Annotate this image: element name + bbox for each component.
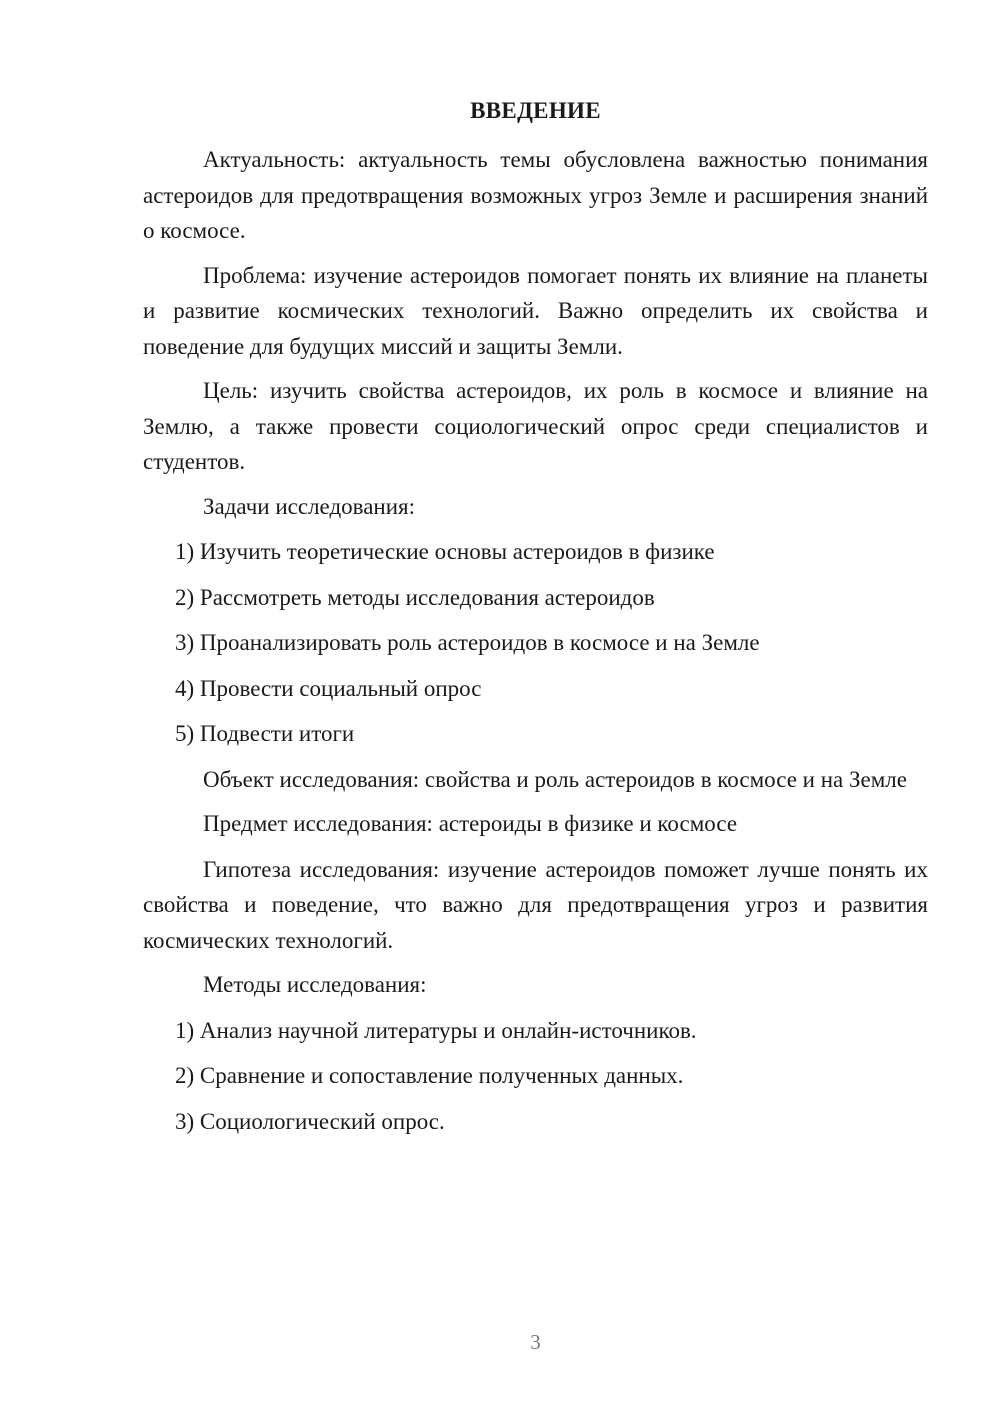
subject-paragraph: Предмет исследования: астероиды в физике и космосе — [203, 811, 738, 836]
list-item: 1) Изучить теоретические основы астероидов в физике — [175, 539, 715, 564]
list-item: 4) Провести социальный опрос — [175, 675, 482, 701]
tasks-list — [143, 534, 928, 752]
list-item: 5) Подвести итоги — [175, 721, 355, 746]
goal-paragraph: Цель: изучить свойства астероидов, их роль в космосе и влияние на Землю, а также провести социологический опрос среди специалистов и студентов. — [143, 378, 928, 474]
object-paragraph: Объект исследования: свойства и роль астероидов в космосе и на Земле — [203, 766, 907, 792]
problem-paragraph: Проблема: изучение астероидов помогает понять их влияние на планеты и развитие космических технологий. Важно определить их свойства и поведение для будущих миссий и защиты Земли. — [143, 262, 928, 359]
list-item: 1) Анализ научной литературы и онлайн-источников. — [175, 1017, 697, 1043]
methods-list — [143, 1013, 928, 1140]
list-item: 3) Проанализировать роль астероидов в космосе и на Земле — [175, 630, 760, 655]
document-body — [143, 142, 928, 1149]
page-title: ВВЕДЕНИЕ — [470, 98, 601, 123]
hypothesis-paragraph: Гипотеза исследования: изучение астероидов поможет лучше понять их свойства и поведение, что важно для предотвращения угроз и развития космических технологий. — [143, 856, 928, 953]
relevance-paragraph: Актуальность: актуальность темы обусловлена важностью понимания астероидов для предотвращения возможных угроз Земле и расширения знаний о космосе. — [143, 147, 928, 243]
page-number: 3 — [530, 1330, 541, 1354]
tasks-heading: Задачи исследования: — [203, 493, 416, 519]
list-item: 2) Рассмотреть методы исследования астероидов — [175, 584, 655, 610]
methods-heading: Методы исследования: — [203, 972, 427, 997]
list-item: 2) Сравнение и сопоставление полученных данных. — [175, 1063, 684, 1088]
list-item: 3) Социологический опрос. — [175, 1108, 445, 1134]
document-page — [143, 0, 928, 1414]
